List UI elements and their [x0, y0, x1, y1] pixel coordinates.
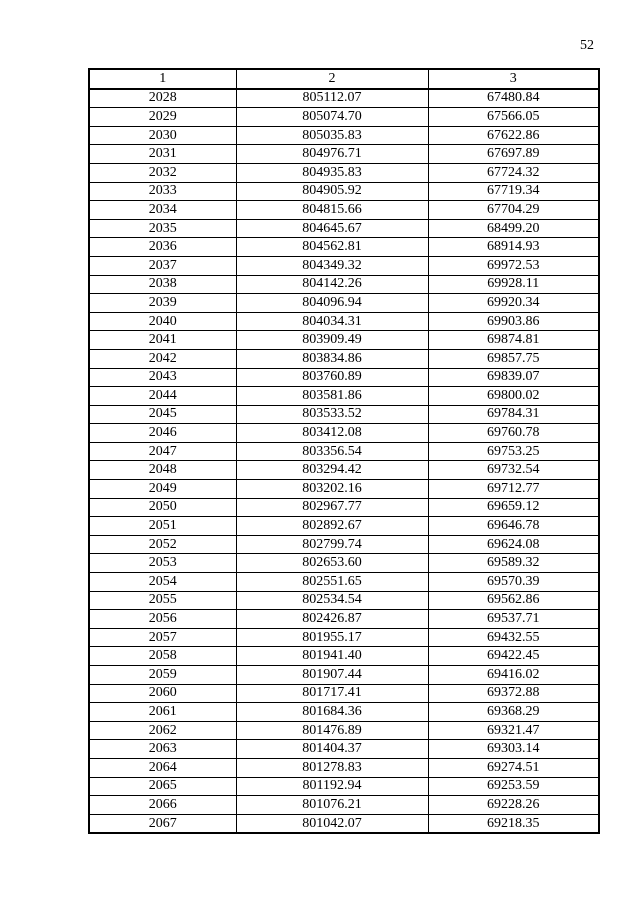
point-number-cell: 2064	[89, 758, 236, 777]
y-coordinate-cell: 69920.34	[428, 294, 599, 313]
table-row	[89, 628, 599, 647]
table-row	[89, 442, 599, 461]
y-coordinate-cell: 69784.31	[428, 405, 599, 424]
y-coordinate-cell: 69432.55	[428, 628, 599, 647]
table-row	[89, 647, 599, 666]
y-coordinate-cell: 67566.05	[428, 108, 599, 127]
y-coordinate-cell: 69372.88	[428, 684, 599, 703]
x-coordinate-cell: 802534.54	[236, 591, 428, 610]
table-row	[89, 405, 599, 424]
y-coordinate-cell: 69321.47	[428, 721, 599, 740]
point-number-cell: 2048	[89, 461, 236, 480]
point-number-cell: 2055	[89, 591, 236, 610]
y-coordinate-cell: 69753.25	[428, 442, 599, 461]
table-row	[89, 554, 599, 573]
x-coordinate-cell: 805035.83	[236, 126, 428, 145]
y-coordinate-cell: 69646.78	[428, 517, 599, 536]
y-coordinate-cell: 69562.86	[428, 591, 599, 610]
x-coordinate-cell: 801042.07	[236, 814, 428, 833]
point-number-cell: 2054	[89, 573, 236, 592]
x-coordinate-cell: 801076.21	[236, 796, 428, 815]
table-row	[89, 387, 599, 406]
point-number-cell: 2053	[89, 554, 236, 573]
point-number-cell: 2035	[89, 219, 236, 238]
point-number-cell: 2030	[89, 126, 236, 145]
point-number-cell: 2047	[89, 442, 236, 461]
table-row	[89, 331, 599, 350]
table-row	[89, 703, 599, 722]
x-coordinate-cell: 804935.83	[236, 163, 428, 182]
column-header-1: 1	[89, 69, 236, 89]
y-coordinate-cell: 69659.12	[428, 498, 599, 517]
x-coordinate-cell: 802799.74	[236, 535, 428, 554]
point-number-cell: 2040	[89, 312, 236, 331]
x-coordinate-cell: 804096.94	[236, 294, 428, 313]
x-coordinate-cell: 803909.49	[236, 331, 428, 350]
table-row	[89, 517, 599, 536]
table-row	[89, 684, 599, 703]
point-number-cell: 2049	[89, 480, 236, 499]
table-row	[89, 126, 599, 145]
point-number-cell: 2033	[89, 182, 236, 201]
point-number-cell: 2067	[89, 814, 236, 833]
x-coordinate-cell: 801717.41	[236, 684, 428, 703]
table-header	[89, 69, 599, 89]
x-coordinate-cell: 804645.67	[236, 219, 428, 238]
x-coordinate-cell: 805112.07	[236, 89, 428, 108]
y-coordinate-cell: 67704.29	[428, 201, 599, 220]
table-row	[89, 535, 599, 554]
x-coordinate-cell: 803581.86	[236, 387, 428, 406]
x-coordinate-cell: 803533.52	[236, 405, 428, 424]
point-number-cell: 2036	[89, 238, 236, 257]
y-coordinate-cell: 69928.11	[428, 275, 599, 294]
table-row	[89, 275, 599, 294]
point-number-cell: 2050	[89, 498, 236, 517]
page-number: 52	[580, 38, 594, 53]
table-row	[89, 368, 599, 387]
table-body	[89, 89, 599, 834]
point-number-cell: 2039	[89, 294, 236, 313]
table-row	[89, 349, 599, 368]
table-row	[89, 145, 599, 164]
y-coordinate-cell: 69422.45	[428, 647, 599, 666]
y-coordinate-cell: 69857.75	[428, 349, 599, 368]
y-coordinate-cell: 67480.84	[428, 89, 599, 108]
x-coordinate-cell: 802551.65	[236, 573, 428, 592]
y-coordinate-cell: 69537.71	[428, 610, 599, 629]
table-row	[89, 312, 599, 331]
y-coordinate-cell: 69712.77	[428, 480, 599, 499]
y-coordinate-cell: 69800.02	[428, 387, 599, 406]
x-coordinate-cell: 801955.17	[236, 628, 428, 647]
y-coordinate-cell: 68914.93	[428, 238, 599, 257]
point-number-cell: 2041	[89, 331, 236, 350]
table-row	[89, 610, 599, 629]
x-coordinate-cell: 804034.31	[236, 312, 428, 331]
y-coordinate-cell: 67719.34	[428, 182, 599, 201]
table-row	[89, 219, 599, 238]
table-row	[89, 814, 599, 833]
point-number-cell: 2062	[89, 721, 236, 740]
x-coordinate-cell: 801278.83	[236, 758, 428, 777]
x-coordinate-cell: 803294.42	[236, 461, 428, 480]
y-coordinate-cell: 69218.35	[428, 814, 599, 833]
table-row	[89, 591, 599, 610]
x-coordinate-cell: 804562.81	[236, 238, 428, 257]
y-coordinate-cell: 69274.51	[428, 758, 599, 777]
header-row	[89, 69, 599, 89]
table-row	[89, 721, 599, 740]
point-number-cell: 2042	[89, 349, 236, 368]
x-coordinate-cell: 805074.70	[236, 108, 428, 127]
y-coordinate-cell: 69903.86	[428, 312, 599, 331]
point-number-cell: 2043	[89, 368, 236, 387]
y-coordinate-cell: 67622.86	[428, 126, 599, 145]
table-row	[89, 256, 599, 275]
column-header-3: 3	[428, 69, 599, 89]
x-coordinate-cell: 803760.89	[236, 368, 428, 387]
table-row	[89, 163, 599, 182]
y-coordinate-cell: 67724.32	[428, 163, 599, 182]
point-number-cell: 2059	[89, 666, 236, 685]
table-row	[89, 740, 599, 759]
y-coordinate-cell: 69624.08	[428, 535, 599, 554]
x-coordinate-cell: 801907.44	[236, 666, 428, 685]
y-coordinate-cell: 69228.26	[428, 796, 599, 815]
point-number-cell: 2038	[89, 275, 236, 294]
point-number-cell: 2065	[89, 777, 236, 796]
table-row	[89, 796, 599, 815]
x-coordinate-cell: 803202.16	[236, 480, 428, 499]
y-coordinate-cell: 68499.20	[428, 219, 599, 238]
point-number-cell: 2044	[89, 387, 236, 406]
x-coordinate-cell: 803412.08	[236, 424, 428, 443]
point-number-cell: 2029	[89, 108, 236, 127]
x-coordinate-cell: 801476.89	[236, 721, 428, 740]
y-coordinate-cell: 69253.59	[428, 777, 599, 796]
point-number-cell: 2057	[89, 628, 236, 647]
table-row	[89, 777, 599, 796]
coordinates-table	[88, 68, 600, 834]
point-number-cell: 2052	[89, 535, 236, 554]
point-number-cell: 2028	[89, 89, 236, 108]
point-number-cell: 2063	[89, 740, 236, 759]
table-row	[89, 424, 599, 443]
table-row	[89, 498, 599, 517]
table-row	[89, 238, 599, 257]
x-coordinate-cell: 804905.92	[236, 182, 428, 201]
table-row	[89, 294, 599, 313]
point-number-cell: 2056	[89, 610, 236, 629]
x-coordinate-cell: 801404.37	[236, 740, 428, 759]
y-coordinate-cell: 69368.29	[428, 703, 599, 722]
point-number-cell: 2037	[89, 256, 236, 275]
table-row	[89, 182, 599, 201]
y-coordinate-cell: 69570.39	[428, 573, 599, 592]
point-number-cell: 2034	[89, 201, 236, 220]
table-row	[89, 108, 599, 127]
point-number-cell: 2046	[89, 424, 236, 443]
table-row	[89, 666, 599, 685]
x-coordinate-cell: 801192.94	[236, 777, 428, 796]
point-number-cell: 2031	[89, 145, 236, 164]
x-coordinate-cell: 804142.26	[236, 275, 428, 294]
point-number-cell: 2060	[89, 684, 236, 703]
table-row	[89, 461, 599, 480]
point-number-cell: 2066	[89, 796, 236, 815]
table-row	[89, 201, 599, 220]
x-coordinate-cell: 803834.86	[236, 349, 428, 368]
x-coordinate-cell: 802892.67	[236, 517, 428, 536]
table-row	[89, 89, 599, 108]
x-coordinate-cell: 804349.32	[236, 256, 428, 275]
x-coordinate-cell: 801941.40	[236, 647, 428, 666]
y-coordinate-cell: 67697.89	[428, 145, 599, 164]
point-number-cell: 2061	[89, 703, 236, 722]
y-coordinate-cell: 69732.54	[428, 461, 599, 480]
table-row	[89, 758, 599, 777]
x-coordinate-cell: 804815.66	[236, 201, 428, 220]
y-coordinate-cell: 69303.14	[428, 740, 599, 759]
column-header-2: 2	[236, 69, 428, 89]
y-coordinate-cell: 69874.81	[428, 331, 599, 350]
point-number-cell: 2051	[89, 517, 236, 536]
table-row	[89, 480, 599, 499]
x-coordinate-cell: 802967.77	[236, 498, 428, 517]
y-coordinate-cell: 69839.07	[428, 368, 599, 387]
y-coordinate-cell: 69589.32	[428, 554, 599, 573]
y-coordinate-cell: 69972.53	[428, 256, 599, 275]
point-number-cell: 2045	[89, 405, 236, 424]
x-coordinate-cell: 801684.36	[236, 703, 428, 722]
point-number-cell: 2032	[89, 163, 236, 182]
x-coordinate-cell: 803356.54	[236, 442, 428, 461]
y-coordinate-cell: 69760.78	[428, 424, 599, 443]
table-row	[89, 573, 599, 592]
x-coordinate-cell: 804976.71	[236, 145, 428, 164]
x-coordinate-cell: 802426.87	[236, 610, 428, 629]
x-coordinate-cell: 802653.60	[236, 554, 428, 573]
point-number-cell: 2058	[89, 647, 236, 666]
y-coordinate-cell: 69416.02	[428, 666, 599, 685]
